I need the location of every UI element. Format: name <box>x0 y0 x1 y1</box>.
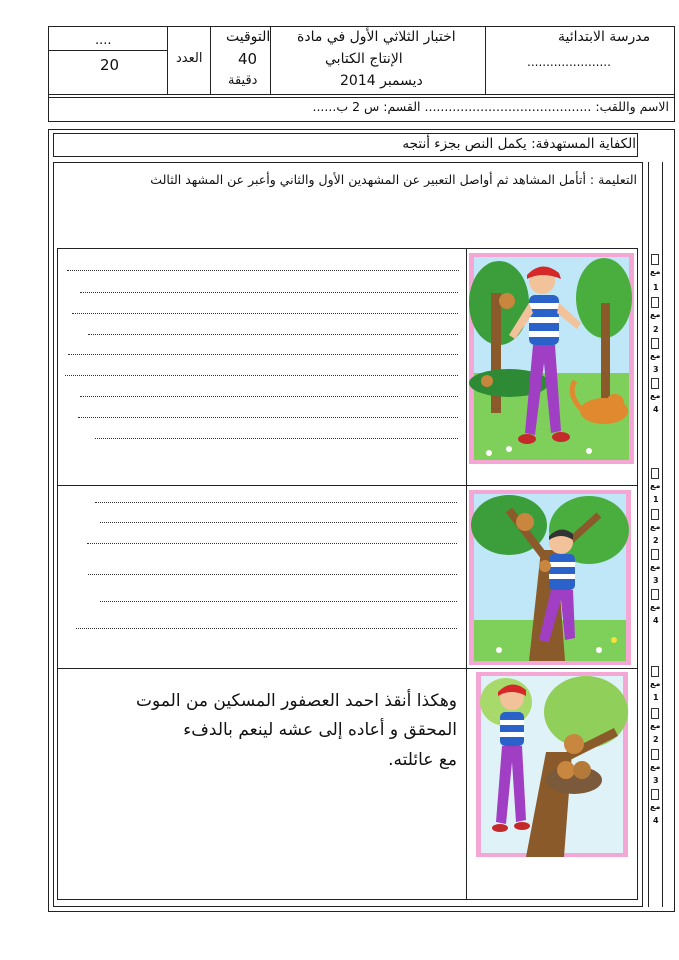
timing-value: 40 <box>238 50 258 68</box>
writing-line[interactable] <box>100 601 457 602</box>
criterion-checkbox[interactable] <box>651 254 659 265</box>
criterion-number: 3 <box>653 776 659 785</box>
criterion-label: مع <box>650 721 661 730</box>
criterion-label: مع <box>650 762 661 771</box>
scene-2-illustration <box>469 490 631 665</box>
criterion-checkbox[interactable] <box>651 708 659 719</box>
ending-line-1: وهكذا أنقذ احمد العصفور المسكين من الموت <box>136 691 457 711</box>
criterion-checkbox[interactable] <box>651 789 659 800</box>
scene-3-illustration <box>476 672 628 857</box>
criterion-number: 4 <box>653 816 659 825</box>
exam-date: ديسمبر 2014 <box>340 73 423 89</box>
writing-line[interactable] <box>80 292 458 293</box>
criterion-checkbox[interactable] <box>651 666 659 677</box>
criterion-label: مع <box>650 602 661 611</box>
criterion-label: مع <box>650 481 661 490</box>
criterion-number: 4 <box>653 616 659 625</box>
criterion-label: مع <box>650 562 661 571</box>
criterion-checkbox[interactable] <box>651 378 659 389</box>
criterion-label: مع <box>650 267 661 276</box>
writing-line[interactable] <box>78 417 458 418</box>
writing-line[interactable] <box>88 334 458 335</box>
school-dots: ...................... <box>527 55 611 69</box>
writing-line[interactable] <box>88 574 457 575</box>
criterion-number: 2 <box>653 536 659 545</box>
criterion-number: 3 <box>653 576 659 585</box>
timing-label: التوقيت <box>226 29 271 45</box>
writing-line[interactable] <box>65 375 458 376</box>
writing-line[interactable] <box>76 628 457 629</box>
criterion-number: 1 <box>653 495 659 504</box>
grade-dots: .... <box>95 33 112 48</box>
writing-line[interactable] <box>67 270 459 271</box>
grade-label: العدد <box>176 51 203 66</box>
criterion-number: 1 <box>653 283 659 292</box>
criterion-label: مع <box>650 310 661 319</box>
ending-line-3: مع عائلته. <box>388 750 457 770</box>
writing-line[interactable] <box>80 396 458 397</box>
criterion-number: 3 <box>653 365 659 374</box>
criterion-number: 2 <box>653 325 659 334</box>
grade-total: 20 <box>100 56 120 74</box>
criterion-label: مع <box>650 679 661 688</box>
criterion-checkbox[interactable] <box>651 297 659 308</box>
criterion-label: مع <box>650 351 661 360</box>
criterion-number: 1 <box>653 693 659 702</box>
exam-subject: الإنتاج الكتابي <box>325 51 403 67</box>
criterion-checkbox[interactable] <box>651 468 659 479</box>
criterion-checkbox[interactable] <box>651 749 659 760</box>
criterion-label: مع <box>650 522 661 531</box>
writing-line[interactable] <box>95 502 457 503</box>
criterion-number: 4 <box>653 405 659 414</box>
writing-line[interactable] <box>95 438 458 439</box>
criterion-label: مع <box>650 802 661 811</box>
exam-title: اختبار الثلاثي الأول في مادة <box>297 29 456 45</box>
writing-line[interactable] <box>100 522 457 523</box>
criterion-checkbox[interactable] <box>651 549 659 560</box>
instruction-text: التعليمة : أتأمل المشاهد ثم أواصل التعبير عن المشهدين الأول والثاني وأعبر عن المشهد الثالث <box>150 172 637 187</box>
criterion-checkbox[interactable] <box>651 338 659 349</box>
timing-unit: دقيقة <box>228 73 258 88</box>
school-name: مدرسة الابتدائية <box>558 29 651 45</box>
writing-line[interactable] <box>72 313 458 314</box>
criterion-checkbox[interactable] <box>651 589 659 600</box>
name-class-line: الاسم واللقب: .......................................... القسم: س 2 ب...... <box>312 99 669 114</box>
criterion-number: 2 <box>653 735 659 744</box>
writing-line[interactable] <box>68 354 458 355</box>
scene-1-illustration <box>469 253 634 464</box>
ending-line-2: المحقق و أعاده إلى عشه لينعم بالدفء <box>183 720 457 740</box>
criterion-checkbox[interactable] <box>651 509 659 520</box>
writing-line[interactable] <box>87 543 457 544</box>
criterion-label: مع <box>650 391 661 400</box>
competency-text: الكفاية المستهدفة: يكمل النص بجزء أنتجه <box>402 136 636 152</box>
